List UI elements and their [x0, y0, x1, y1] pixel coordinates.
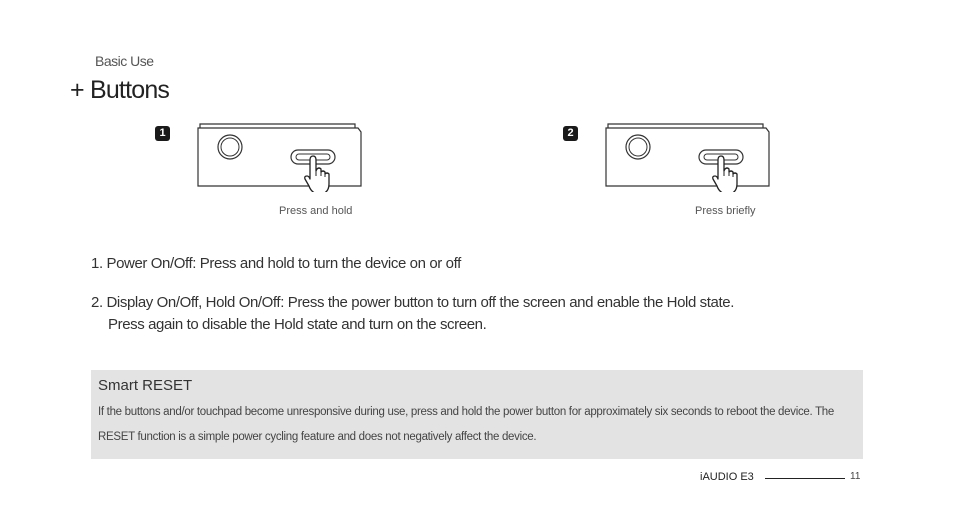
list-item [91, 292, 851, 336]
device-illustration [195, 120, 365, 192]
instruction-text: 1. Power On/Off: Press and hold to turn the device on or off [91, 255, 461, 272]
footer-product-name: iAUDIO E3 [700, 471, 754, 483]
instruction-text-continued: Press again to disable the Hold state and turn on the screen. [108, 316, 487, 333]
step-badge-1: 1 [155, 126, 170, 141]
diagram-caption: Press briefly [695, 205, 756, 217]
notice-text: If the buttons and/or touchpad become unresponsive during use, press and hold the power button for approximately six seconds to reboot the device. The RESET function is a simple power cycling feature and does not negatively affect the device. [98, 406, 834, 443]
diagram-press-briefly [563, 120, 783, 220]
smart-reset-notice [91, 370, 863, 459]
footer-divider [765, 478, 845, 479]
instruction-text: 2. Display On/Off, Hold On/Off: Press the power button to turn off the screen and enable the Hold state. [91, 294, 734, 311]
diagram-press-and-hold [155, 120, 375, 220]
list-item [91, 253, 851, 275]
page-number: 11 [850, 471, 861, 482]
diagram-caption: Press and hold [279, 205, 353, 217]
device-illustration [603, 120, 773, 192]
section-label: Basic Use [95, 53, 154, 69]
jack-icon [218, 135, 242, 159]
step-badge-2: 2 [563, 126, 578, 141]
jack-icon [626, 135, 650, 159]
page-title: + Buttons [70, 76, 170, 104]
instruction-list [91, 253, 851, 336]
notice-title: Smart RESET [98, 377, 193, 394]
